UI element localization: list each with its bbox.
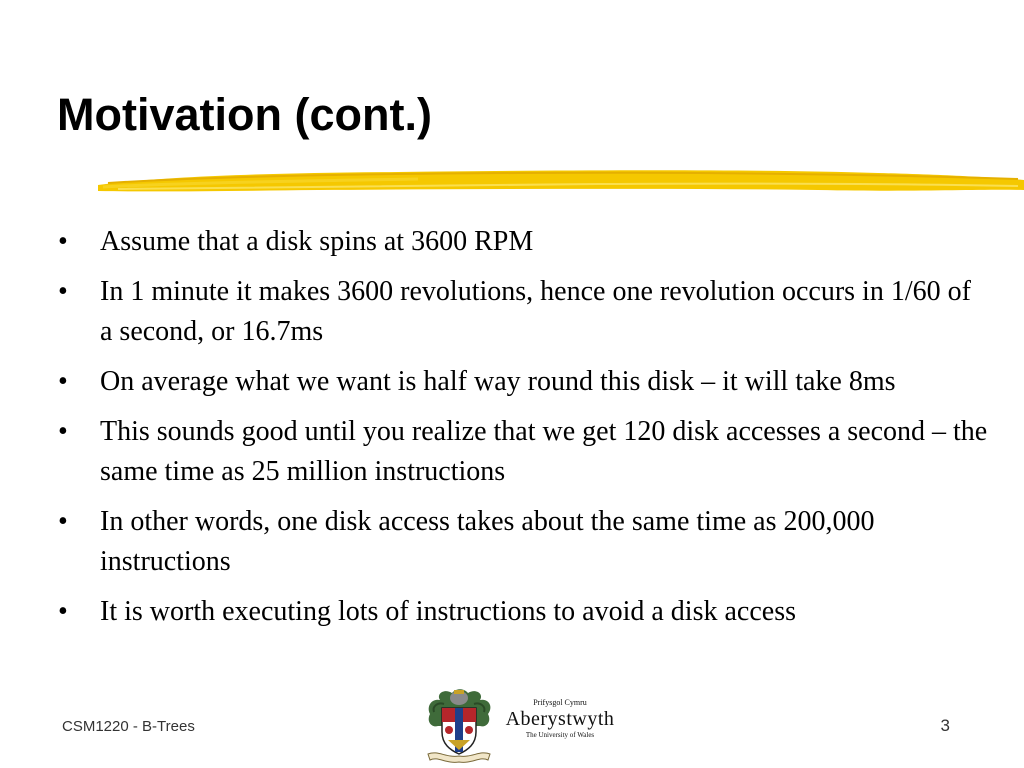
- university-wordmark: [498, 698, 622, 740]
- page-number: 3: [940, 716, 950, 735]
- bullet-dot: •: [58, 416, 68, 447]
- university-subtitle: The University of Wales: [525, 731, 595, 739]
- bullet-item: [58, 502, 988, 582]
- bullet-dot: •: [58, 596, 68, 627]
- title-underline-brushstroke: [98, 163, 1024, 201]
- footer-course-label: CSM1220 - B-Trees: [62, 718, 195, 735]
- bullet-item: [58, 592, 988, 632]
- bullet-text: This sounds good until you realize that we get 120 disk accesses a second – the same time as 25 million instructions: [100, 416, 988, 487]
- bullet-text: It is worth executing lots of instructions to avoid a disk access: [100, 596, 796, 627]
- bullet-item: [58, 272, 988, 352]
- bullet-item: [58, 222, 988, 262]
- bullet-list: [58, 222, 988, 642]
- bullet-text: In other words, one disk access takes about the same time as 200,000 instructions: [100, 506, 875, 577]
- bullet-text: On average what we want is half way round this disk – it will take 8ms: [100, 366, 896, 397]
- bullet-item: [58, 362, 988, 402]
- bullet-dot: •: [58, 226, 68, 257]
- bullet-dot: •: [58, 276, 68, 307]
- bullet-dot: •: [58, 366, 68, 397]
- university-crest-icon: [424, 684, 494, 764]
- bullet-text: In 1 minute it makes 3600 revolutions, hence one revolution occurs in 1/60 of a second, or 16.7ms: [100, 276, 971, 347]
- university-name: Aberystwyth: [505, 708, 615, 730]
- bullet-text: Assume that a disk spins at 3600 RPM: [100, 226, 534, 257]
- university-welsh-name: Prifysgol Cymru: [533, 698, 587, 707]
- bullet-item: [58, 412, 988, 492]
- slide-title: Motivation (cont.): [57, 89, 432, 140]
- bullet-dot: •: [58, 506, 68, 537]
